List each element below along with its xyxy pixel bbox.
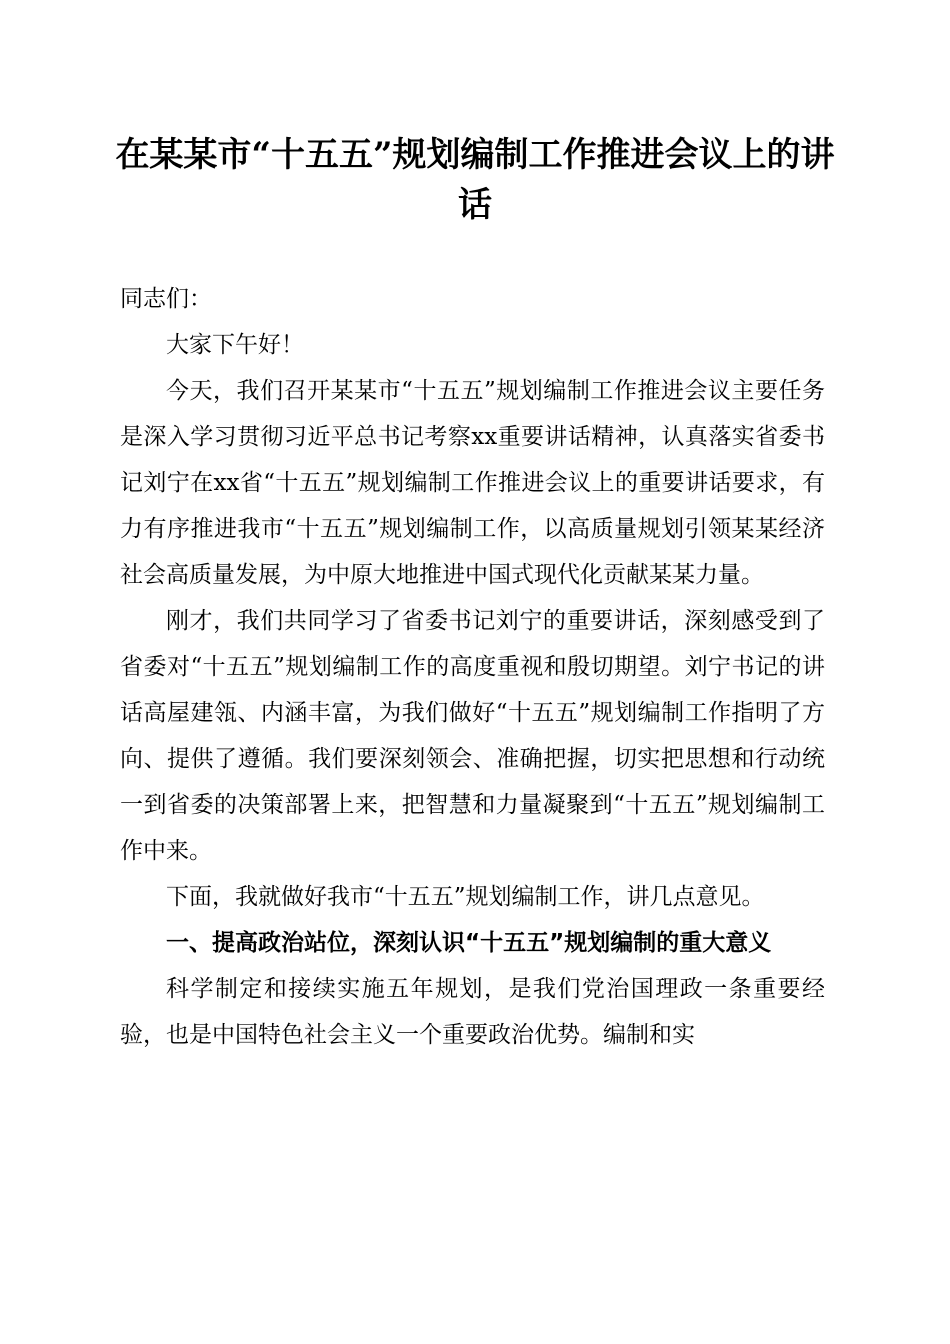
document-title: 在某某市“十五五”规划编制工作推进会议上的讲话 [115,135,835,225]
salutation: 同志们： [120,286,212,312]
paragraph-opinions-intro: 下面，我就做好我市“十五五”规划编制工作，讲几点意见。 [166,884,765,910]
paragraph-greeting: 大家下午好！ [166,332,304,358]
section-heading-one: 一、提高政治站位，深刻认识“十五五”规划编制的重大意义 [166,930,772,956]
paragraph-section-one: 科学制定和接续实施五年规划，是我们党治国理政一条重要经验，也是中国特色社会主义一个重要政治优势。编制和实 [120,976,825,1048]
paragraph-meeting-purpose: 今天，我们召开某某市“十五五”规划编制工作推进会议主要任务是深入学习贯彻习近平总书记考察xx重要讲话精神，认真落实省委书记刘宁在xx省“十五五”规划编制工作推进会议上的重要讲话要求，有力有序推进我市“十五五”规划编制工作，以高质量规划引领某某经济社会高质量发展，为中原大地推进中国式现代化贡献某某力量。 [120,378,825,588]
document-body [120,276,825,1058]
paragraph-study-speech: 刚才，我们共同学习了省委书记刘宁的重要讲话，深刻感受到了省委对“十五五”规划编制工作的高度重视和殷切期望。刘宁书记的讲话高屋建瓴、内涵丰富，为我们做好“十五五”规划编制工作指明了方向、提供了遵循。我们要深刻领会、准确把握，切实把思想和行动统一到省委的决策部署上来，把智慧和力量凝聚到“十五五”规划编制工作中来。 [120,608,825,864]
